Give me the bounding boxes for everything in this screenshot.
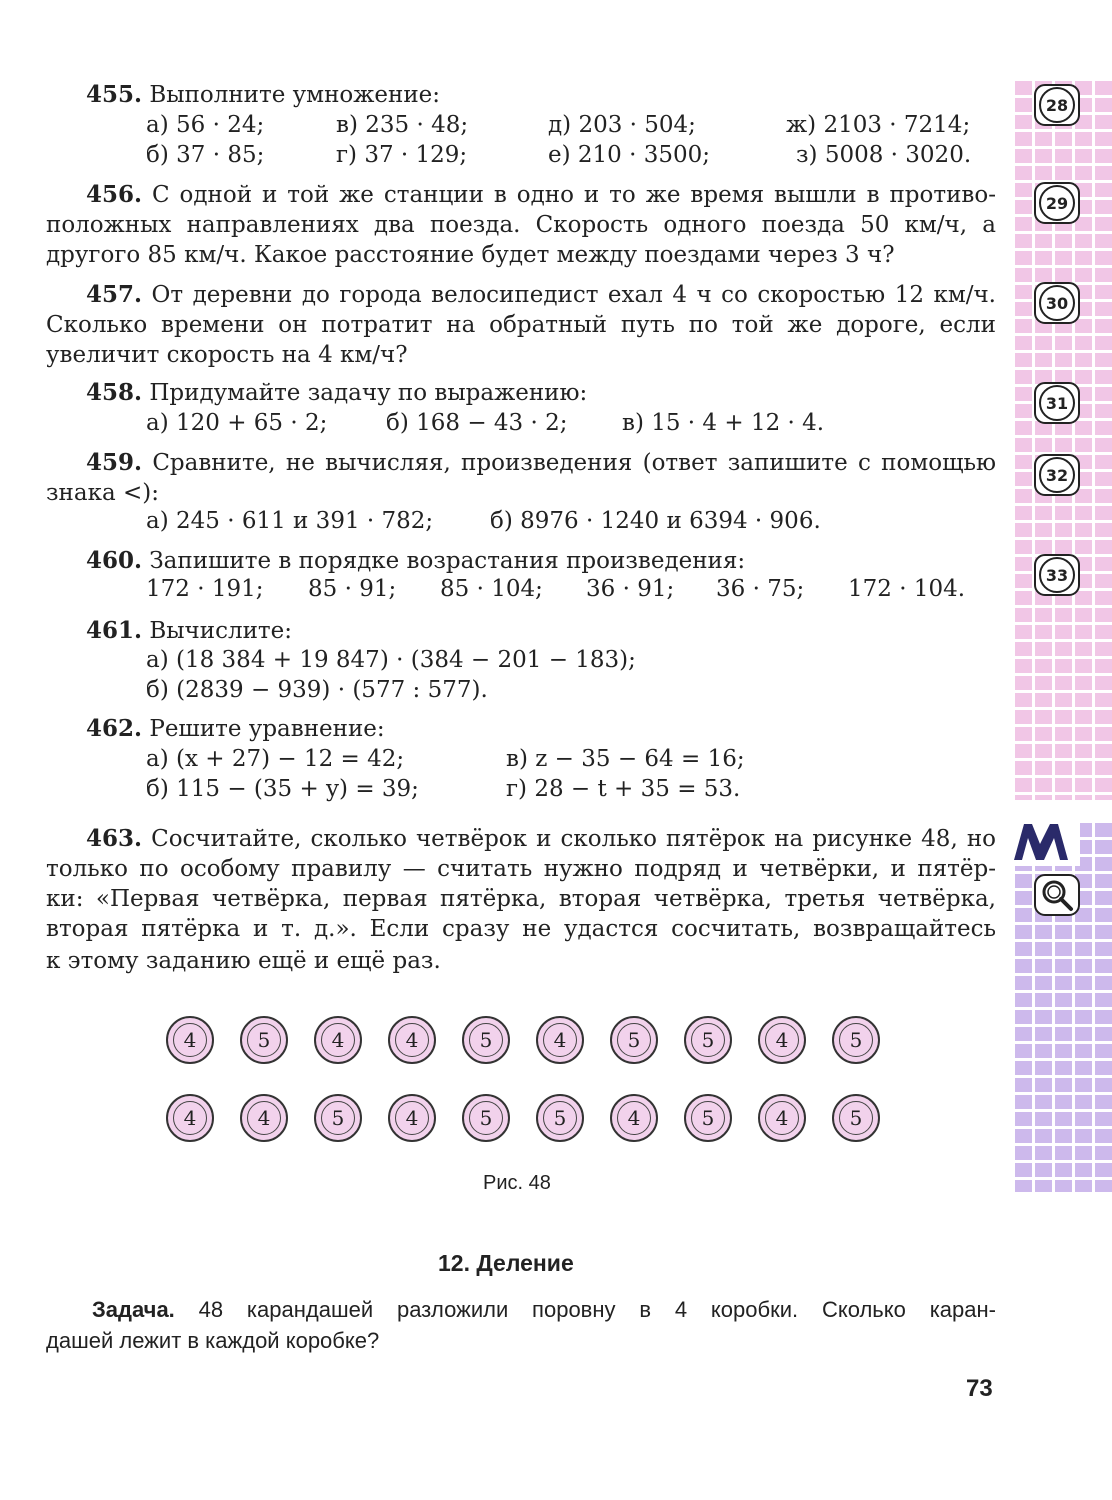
problem-455-item: ж) 2103 · 7214; [786, 112, 971, 138]
problem-463-line: ки: «Первая четвёрка, первая пятёрка, вторая четвёрка, третья четвёрка, [46, 886, 996, 912]
problem-458-item: а) 120 + 65 · 2; [146, 410, 328, 436]
digit-circle: 4 [610, 1094, 658, 1142]
lesson-badge-30: 30 [1034, 282, 1080, 324]
problem-459-line: знака <): [46, 480, 159, 506]
problem-463-line: вторая пятёрка и т. д.». Если сразу не удастся сосчитать, возвращайтесь [46, 916, 996, 942]
task-label: Задача. [92, 1297, 175, 1322]
magnifier-badge [1034, 874, 1080, 916]
digit-circle: 5 [536, 1094, 584, 1142]
digit-circle: 4 [166, 1016, 214, 1064]
problem-463-line: только по особому правилу — считать нужно подряд и четвёрки, и пятёр- [46, 856, 996, 882]
problem-459-item: б) 8976 · 1240 и 6394 · 906. [490, 508, 821, 534]
problem-455-item: в) 235 · 48; [336, 112, 469, 138]
problem-460-item: 85 · 104; [440, 576, 543, 602]
problem-462-item: б) 115 − (35 + y) = 39; [146, 776, 419, 802]
problem-460-item: 36 · 91; [586, 576, 675, 602]
problem-461-heading: 461. Вычислите: [86, 617, 292, 644]
problem-461-item: а) (18 384 + 19 847) · (384 − 201 − 183); [146, 647, 636, 673]
task-line: дашей лежит в каждой коробке? [46, 1328, 380, 1353]
digit-circle: 5 [684, 1094, 732, 1142]
problem-455-heading: 455. Выполните умножение: [86, 81, 441, 108]
problem-455-item: г) 37 · 129; [336, 142, 468, 168]
problem-457-line: Сколько времени он потратит на обратный путь по той же дороге, если [46, 312, 996, 338]
digit-circle: 5 [240, 1016, 288, 1064]
figure-caption: Рис. 48 [483, 1172, 551, 1194]
task-line: Задача. 48 карандашей разложили поровну в 4 коробки. Сколько каран- [92, 1297, 996, 1322]
problem-460-heading: 460. Запишите в порядке возрастания произведения: [86, 547, 746, 574]
problem-457-line: увеличит скорость на 4 км/ч? [46, 342, 408, 368]
digit-circle: 4 [166, 1094, 214, 1142]
digit-circle: 4 [314, 1016, 362, 1064]
problem-455-item: б) 37 · 85; [146, 142, 265, 168]
problem-460-item: 172 · 191; [146, 576, 264, 602]
problem-460-item: 85 · 91; [308, 576, 397, 602]
problem-462-heading: 462. Решите уравнение: [86, 715, 385, 742]
problem-455-item: е) 210 · 3500; [548, 142, 711, 168]
digit-circle: 5 [684, 1016, 732, 1064]
digit-circle: 5 [462, 1094, 510, 1142]
problem-456-line: другого 85 км/ч. Какое расстояние будет между поездами через 3 ч? [46, 242, 895, 268]
lesson-badge-32: 32 [1034, 454, 1080, 496]
problem-460-item: 36 · 75; [716, 576, 805, 602]
problem-456-line: положных направлениях два поезда. Скорость одного поезда 50 км/ч, а [46, 212, 996, 238]
problem-458-item: в) 15 · 4 + 12 · 4. [622, 410, 825, 436]
problem-458-heading: 458. Придумайте задачу по выражению: [86, 379, 588, 406]
digit-circle: 4 [388, 1016, 436, 1064]
problem-463-line: к этому заданию ещё и ещё раз. [46, 948, 441, 974]
problem-461-item: б) (2839 − 939) · (577 : 577). [146, 677, 488, 703]
digit-circle: 4 [758, 1016, 806, 1064]
lesson-badge-28: 28 [1034, 84, 1080, 126]
problem-456-line: 456. С одной и той же станции в одно и то же время вышли в противо- [86, 181, 996, 208]
problem-459-item: а) 245 · 611 и 391 · 782; [146, 508, 434, 534]
digit-circle: 5 [610, 1016, 658, 1064]
digit-circle: 4 [536, 1016, 584, 1064]
problem-455-item: а) 56 · 24; [146, 112, 265, 138]
problem-460-item: 172 · 104. [848, 576, 966, 602]
section-title: 12. Деление [438, 1250, 574, 1276]
page-number: 73 [966, 1375, 993, 1402]
digit-circle: 5 [314, 1094, 362, 1142]
problem-463-line: 463. Сосчитайте, сколько четвёрок и сколько пятёрок на рисунке 48, но [86, 825, 996, 852]
problem-462-item: г) 28 − t + 35 = 53. [506, 776, 741, 802]
problem-458-item: б) 168 − 43 · 2; [386, 410, 568, 436]
digit-circle: 4 [240, 1094, 288, 1142]
problem-457-line: 457. От деревни до города велосипедист ехал 4 ч со скоростью 12 км/ч. [86, 281, 996, 308]
digit-circle: 5 [462, 1016, 510, 1064]
problem-455-item: д) 203 · 504; [548, 112, 696, 138]
magnifier-icon [1040, 878, 1074, 912]
lesson-badge-29: 29 [1034, 182, 1080, 224]
problem-462-item: в) z − 35 − 64 = 16; [506, 746, 745, 772]
problem-462-item: а) (x + 27) − 12 = 42; [146, 746, 405, 772]
problem-459-line: 459. Сравните, не вычисляя, произведения (ответ запишите с помощью [86, 449, 997, 476]
digit-circle: 5 [832, 1016, 880, 1064]
lesson-badge-31: 31 [1034, 382, 1080, 424]
problem-455-item: з) 5008 · 3020. [796, 142, 972, 168]
m-logo-icon [1010, 818, 1080, 866]
digit-circle: 4 [758, 1094, 806, 1142]
lesson-badge-33: 33 [1034, 554, 1080, 596]
digit-circle: 4 [388, 1094, 436, 1142]
digit-circle: 5 [832, 1094, 880, 1142]
